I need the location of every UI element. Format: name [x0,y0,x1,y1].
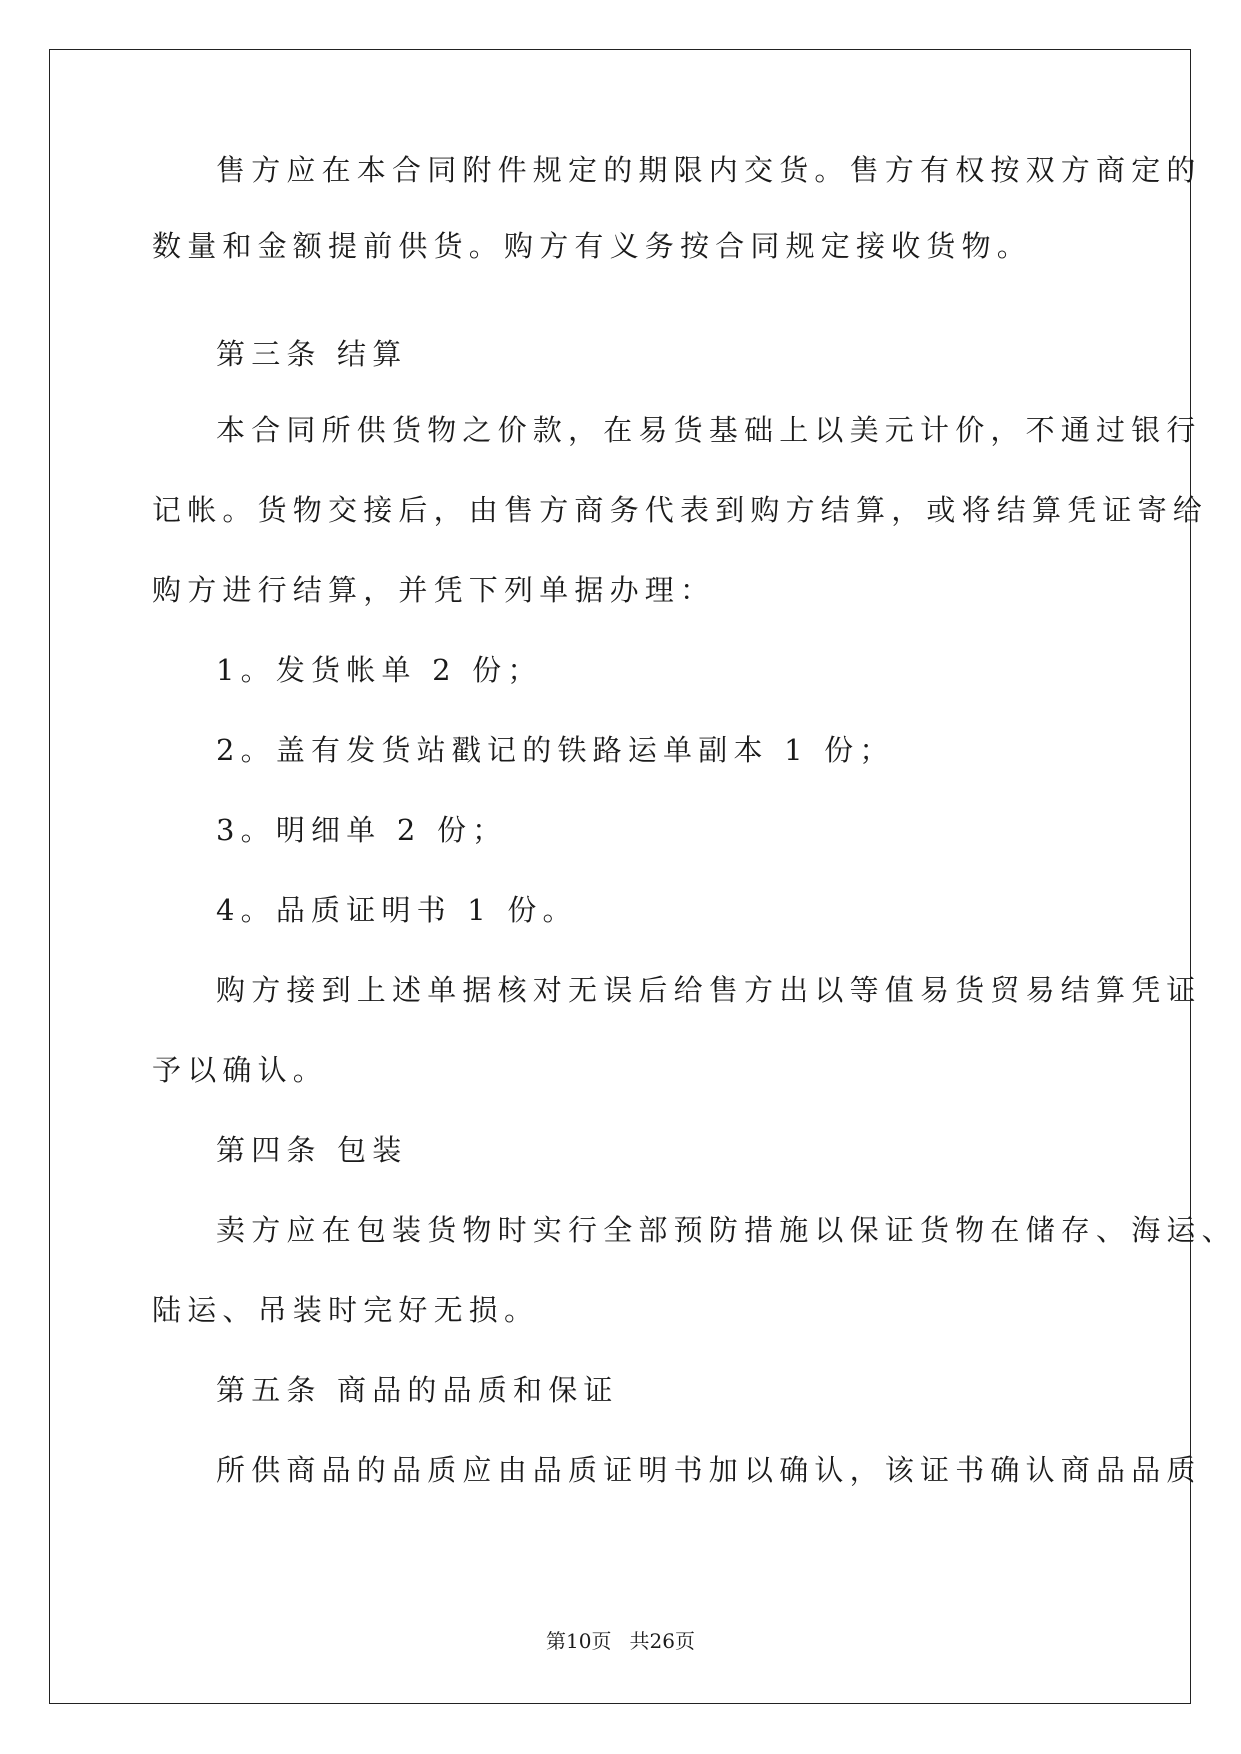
page-footer [0,1629,1241,1653]
paragraph-line: 陆运、吊装时完好无损。 [152,1293,540,1327]
paragraph-line: 本合同所供货物之价款，在易货基础上以美元计价，不通过银行 [216,413,1202,447]
list-item: 2。盖有发货站戳记的铁路运单副本 1 份； [216,733,895,767]
page-number-total: 共26页 [629,1629,695,1653]
paragraph-line: 购方进行结算，并凭下列单据办理： [152,573,716,607]
paragraph-line: 购方接到上述单据核对无误后给售方出以等值易货贸易结算凭证 [216,973,1202,1007]
section-heading: 第四条 包装 [216,1133,408,1167]
list-item: 4。品质证明书 1 份。 [216,893,578,927]
list-item: 3。明细单 2 份； [216,813,508,847]
paragraph-line: 售方应在本合同附件规定的期限内交货。售方有权按双方商定的 [216,153,1202,187]
paragraph-line: 予以确认。 [152,1053,329,1087]
paragraph-line: 数量和金额提前供货。购方有义务按合同规定接收货物。 [152,229,1033,263]
section-heading: 第三条 结算 [216,337,408,371]
section-heading: 第五条 商品的品质和保证 [216,1373,619,1407]
paragraph-line: 记帐。货物交接后，由售方商务代表到购方结算，或将结算凭证寄给 [152,493,1209,527]
list-item: 1。发货帐单 2 份； [216,653,543,687]
paragraph-line: 所供商品的品质应由品质证明书加以确认，该证书确认商品品质 [216,1453,1202,1487]
page-number-current: 第10页 [546,1629,612,1653]
paragraph-line: 卖方应在包装货物时实行全部预防措施以保证货物在储存、海运、 [216,1213,1237,1247]
